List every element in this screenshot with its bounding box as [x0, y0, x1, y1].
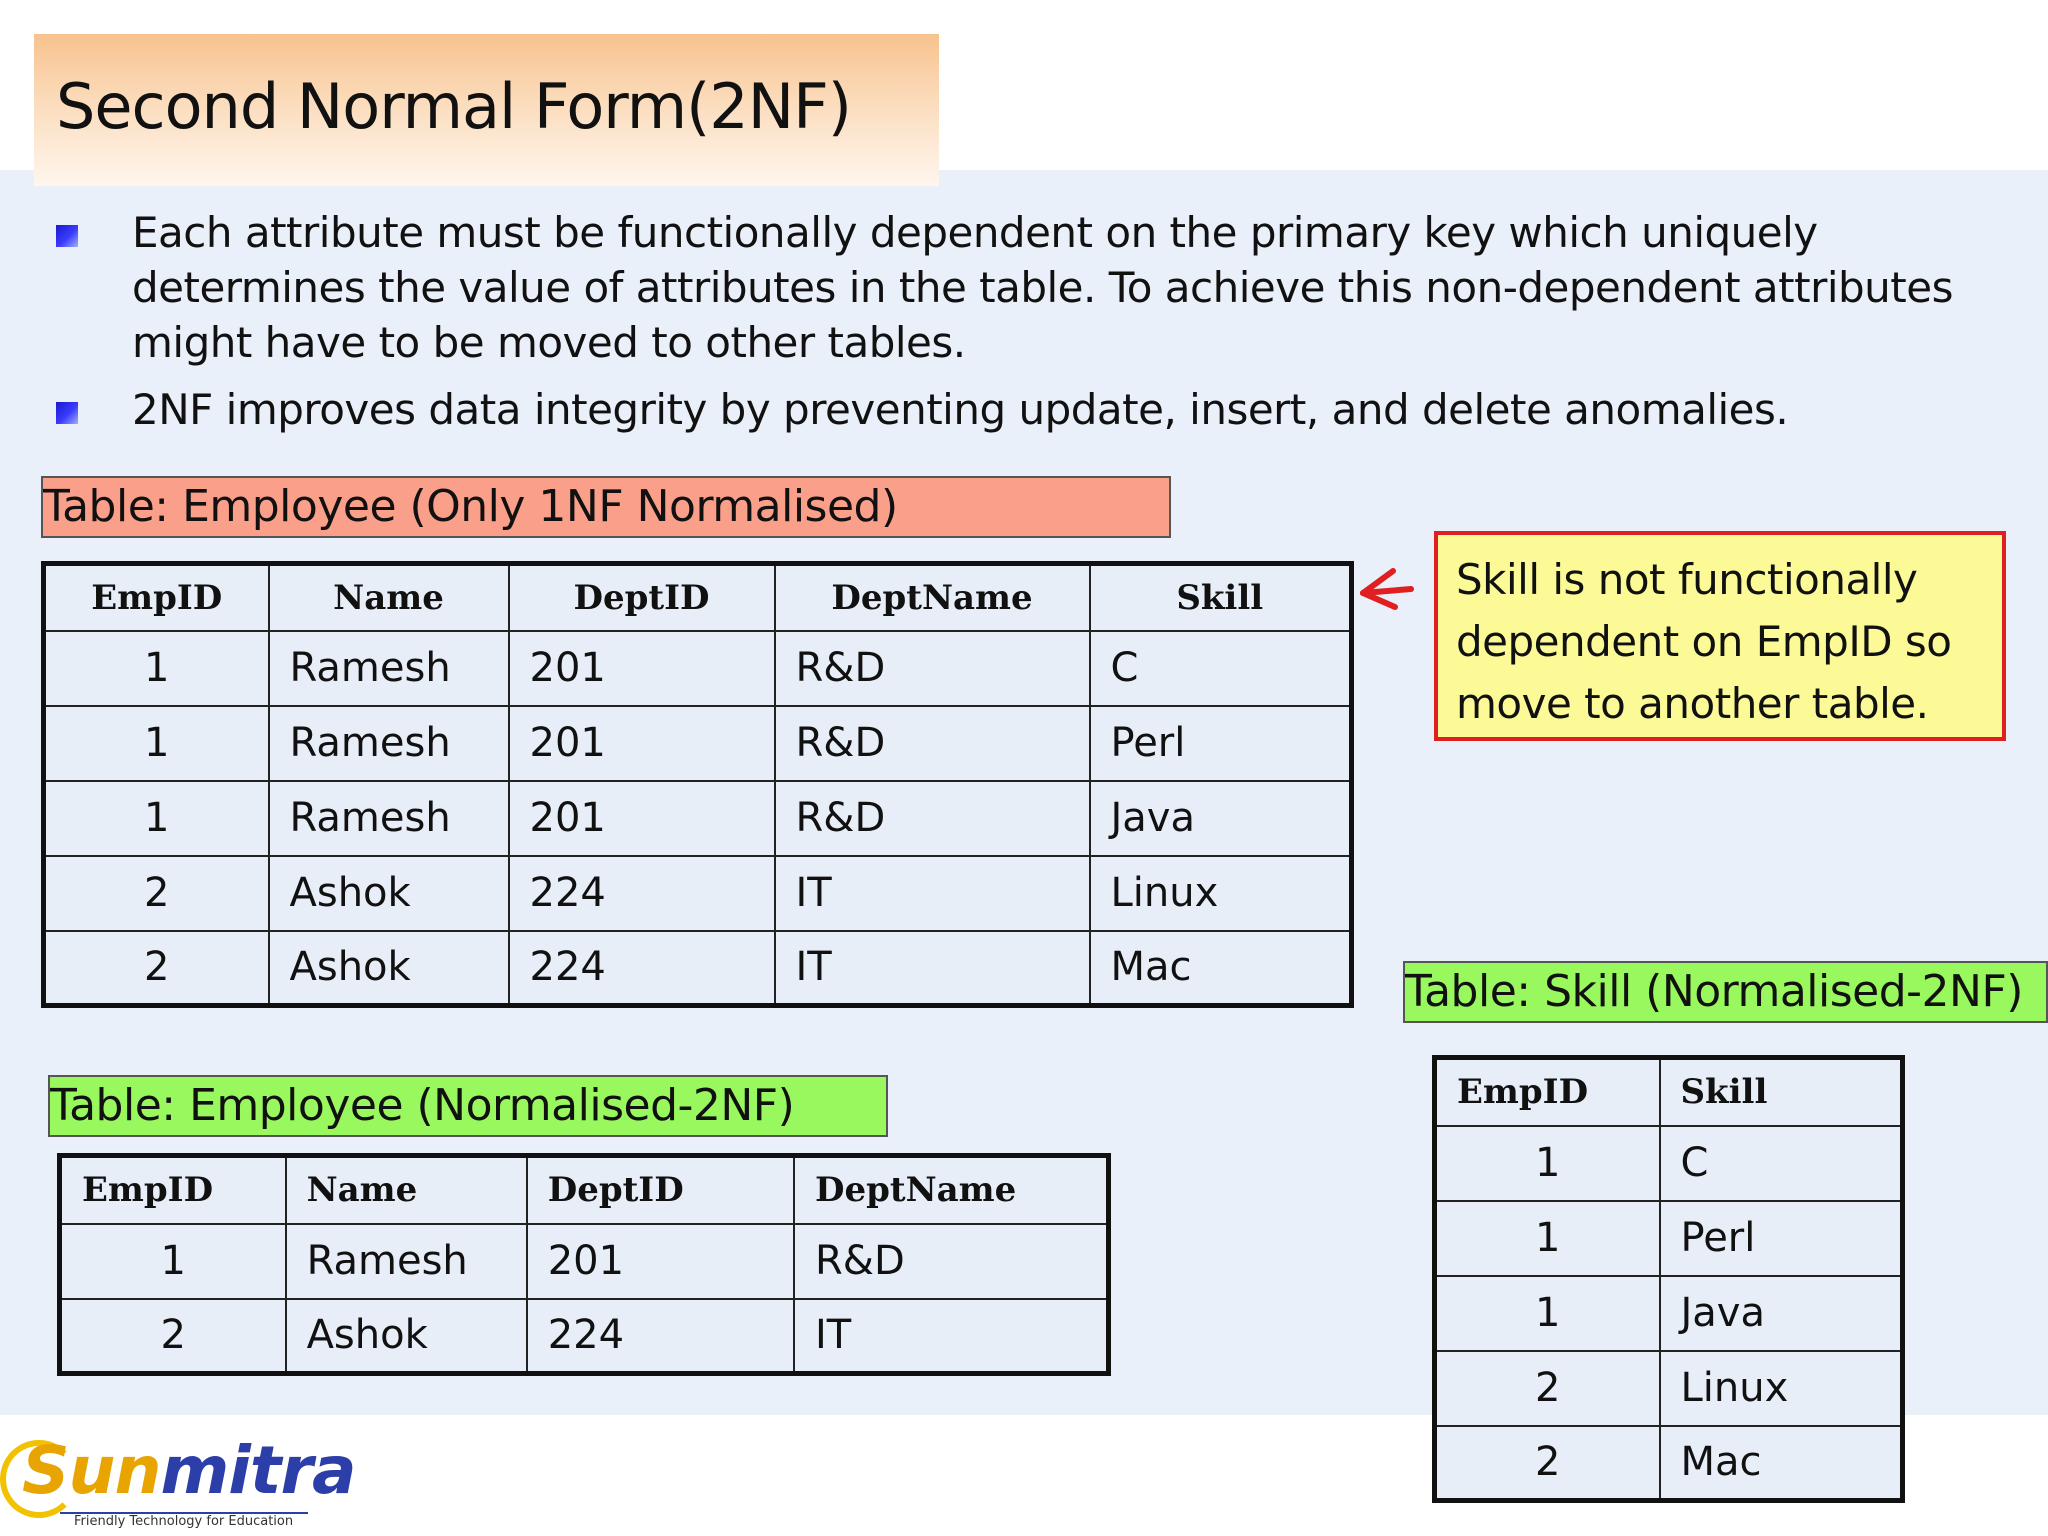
table-row	[44, 931, 1352, 1006]
skill-dependency-note: Skill is not functionally dependent on EmpID so move to another table.	[1434, 531, 2006, 741]
table-cell: Java	[1660, 1276, 1903, 1351]
table-cell: 2	[1435, 1426, 1660, 1501]
table-cell: R&D	[775, 781, 1090, 856]
table-cell: 1	[1435, 1201, 1660, 1276]
bullet-item	[56, 382, 1986, 437]
table-header-row	[60, 1156, 1109, 1224]
table-cell: Perl	[1090, 706, 1352, 781]
table-cell: Ramesh	[269, 781, 509, 856]
column-header: EmpID	[1435, 1058, 1660, 1126]
table-cell: 1	[1435, 1126, 1660, 1201]
table-row	[1435, 1126, 1903, 1201]
table-row	[1435, 1426, 1903, 1501]
table-cell: Ramesh	[286, 1224, 527, 1299]
table-cell: Ramesh	[269, 631, 509, 706]
bullet-text: Each attribute must be functionally dependent on the primary key which uniquely determines the value of attributes in the table. To achieve this non-dependent attributes might have to be moved to other tables.	[132, 208, 1953, 367]
column-header: DeptName	[775, 564, 1090, 631]
table-cell: C	[1660, 1126, 1903, 1201]
table-cell: C	[1090, 631, 1352, 706]
table-cell: 224	[509, 931, 775, 1006]
table-skill-2nf	[1432, 1055, 1905, 1503]
table-cell: IT	[775, 856, 1090, 931]
table-cell: Mac	[1090, 931, 1352, 1006]
column-header: Name	[269, 564, 509, 631]
red-arrow-icon	[1355, 563, 1417, 611]
table-cell: 1	[44, 781, 269, 856]
table-employee-1nf-caption: Table: Employee (Only 1NF Normalised)	[41, 476, 1171, 538]
table-row	[60, 1224, 1109, 1299]
table-row	[60, 1299, 1109, 1374]
table-cell: 201	[509, 631, 775, 706]
table-row	[1435, 1201, 1903, 1276]
square-bullet-icon	[56, 225, 78, 247]
table-cell: 1	[60, 1224, 286, 1299]
table-cell: 1	[1435, 1276, 1660, 1351]
table-header-row	[44, 564, 1352, 631]
column-header: EmpID	[60, 1156, 286, 1224]
table-cell: Ashok	[286, 1299, 527, 1374]
table-row	[44, 856, 1352, 931]
table-cell: Linux	[1090, 856, 1352, 931]
table-header-row	[1435, 1058, 1903, 1126]
table-cell: R&D	[775, 631, 1090, 706]
logo-wordmark: Sunmitra	[22, 1432, 356, 1509]
table-cell: Linux	[1660, 1351, 1903, 1426]
square-bullet-icon	[56, 402, 78, 424]
table-row	[44, 781, 1352, 856]
table-cell: 1	[44, 631, 269, 706]
column-header: DeptID	[527, 1156, 794, 1224]
page-title: Second Normal Form(2NF)	[56, 70, 851, 143]
table-employee-2nf-caption: Table: Employee (Normalised-2NF)	[48, 1075, 888, 1137]
table-cell: 201	[527, 1224, 794, 1299]
table-cell: 2	[44, 856, 269, 931]
bullet-text: 2NF improves data integrity by preventing update, insert, and delete anomalies.	[132, 385, 1789, 434]
table-cell: 224	[527, 1299, 794, 1374]
sunmitra-logo	[0, 1432, 356, 1536]
title-banner	[34, 34, 939, 186]
table-row	[44, 706, 1352, 781]
table-cell: Ramesh	[269, 706, 509, 781]
column-header: DeptName	[794, 1156, 1109, 1224]
column-header: DeptID	[509, 564, 775, 631]
table-cell: Java	[1090, 781, 1352, 856]
table-row	[1435, 1351, 1903, 1426]
column-header: Skill	[1660, 1058, 1903, 1126]
bullet-item	[56, 205, 1986, 370]
table-row	[44, 631, 1352, 706]
table-cell: R&D	[794, 1224, 1109, 1299]
table-cell: Perl	[1660, 1201, 1903, 1276]
table-cell: 1	[44, 706, 269, 781]
table-cell: Mac	[1660, 1426, 1903, 1501]
table-cell: Ashok	[269, 931, 509, 1006]
logo-tagline: Friendly Technology for Education	[74, 1514, 294, 1529]
table-row	[1435, 1276, 1903, 1351]
table-cell: R&D	[775, 706, 1090, 781]
bullet-list	[56, 205, 1986, 437]
column-header: EmpID	[44, 564, 269, 631]
table-cell: 2	[1435, 1351, 1660, 1426]
table-cell: 2	[60, 1299, 286, 1374]
table-cell: 201	[509, 781, 775, 856]
table-skill-2nf-caption: Table: Skill (Normalised-2NF)	[1403, 961, 2048, 1023]
table-employee-1nf	[41, 561, 1354, 1008]
table-cell: IT	[794, 1299, 1109, 1374]
table-cell: 224	[509, 856, 775, 931]
column-header: Name	[286, 1156, 527, 1224]
column-header: Skill	[1090, 564, 1352, 631]
table-cell: Ashok	[269, 856, 509, 931]
table-cell: 201	[509, 706, 775, 781]
table-cell: IT	[775, 931, 1090, 1006]
table-employee-2nf	[57, 1153, 1111, 1376]
table-cell: 2	[44, 931, 269, 1006]
